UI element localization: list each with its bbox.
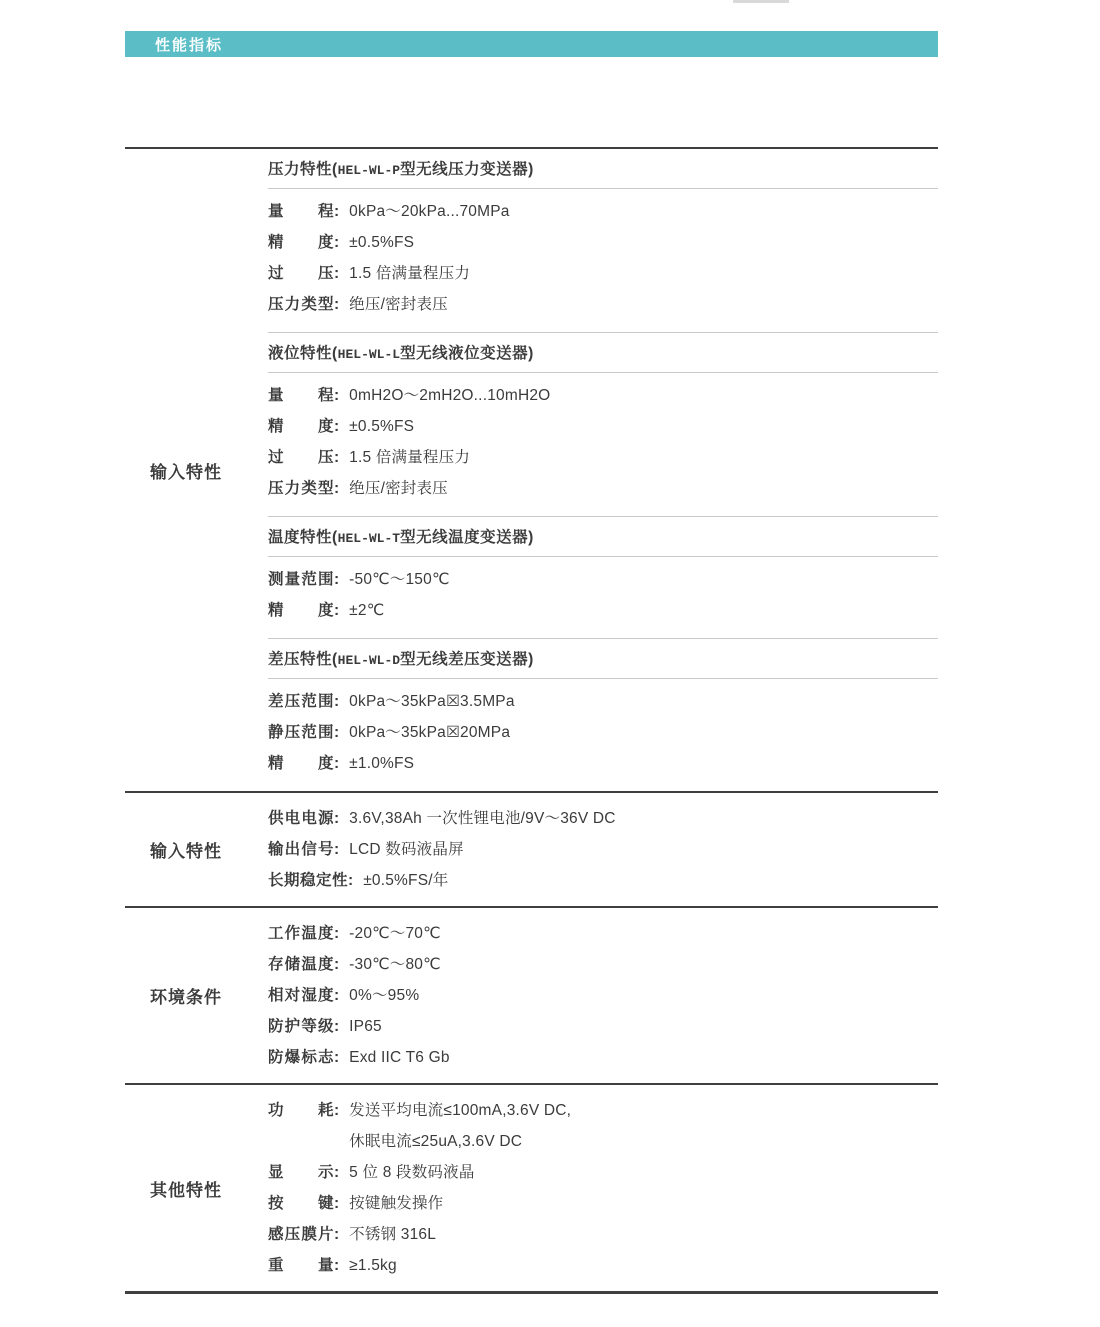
spec-table — [125, 147, 938, 1294]
section-header — [268, 333, 938, 373]
spec-label: 感压膜片 — [268, 1226, 334, 1243]
section-desc: 型无线压力变送器) — [400, 161, 534, 178]
spec-value: 3.6V,38Ah 一次性锂电池/9V～36V DC — [349, 810, 616, 827]
spec-row — [268, 1188, 938, 1219]
spec-value: ±0.5%FS — [349, 234, 415, 251]
group-label: 其他特性 — [150, 1180, 222, 1200]
spec-row — [268, 380, 938, 411]
spec-row — [268, 949, 938, 980]
spec-rows — [268, 1085, 938, 1291]
spec-section — [268, 332, 938, 516]
spec-value: ±2℃ — [349, 602, 385, 619]
spec-label: 精度 — [268, 418, 334, 435]
spec-value: 0kPa～20kPa...70MPa — [349, 203, 510, 220]
spec-colon: : — [334, 296, 340, 313]
section-title: 压力特性( — [268, 161, 338, 178]
spec-section — [268, 793, 938, 906]
section-header — [268, 639, 938, 679]
spec-colon: : — [334, 1018, 340, 1035]
spec-value: ±1.0%FS — [349, 755, 415, 772]
section-header-bar — [125, 31, 938, 57]
spec-section — [268, 638, 938, 791]
spec-colon: : — [334, 1257, 340, 1274]
group-label-cell — [125, 149, 268, 791]
spec-row — [268, 1219, 938, 1250]
spec-label: 工作温度 — [268, 925, 334, 942]
spec-row — [268, 717, 938, 748]
spec-row — [268, 564, 938, 595]
spec-value: LCD 数码液晶屏 — [349, 841, 464, 858]
spec-label: 存储温度 — [268, 956, 334, 973]
group-content — [268, 908, 938, 1083]
spec-colon: : — [334, 1195, 340, 1212]
spec-value: 不锈钢 316L — [349, 1226, 437, 1243]
group-label-cell — [125, 1085, 268, 1291]
group-content — [268, 793, 938, 906]
spec-label: 精度 — [268, 755, 334, 772]
spec-row — [268, 411, 938, 442]
spec-row — [268, 748, 938, 779]
spec-label: 压力类型 — [268, 480, 334, 497]
spec-colon: : — [334, 724, 340, 741]
spec-label: 相对湿度 — [268, 987, 334, 1004]
spec-value: 0%～95% — [349, 987, 420, 1004]
top-edge-artifact — [733, 0, 789, 3]
spec-colon: : — [334, 925, 340, 942]
spec-row — [268, 196, 938, 227]
section-title: 液位特性( — [268, 345, 338, 362]
spec-colon: : — [334, 1164, 340, 1181]
spec-row — [268, 686, 938, 717]
spec-group — [125, 791, 938, 906]
spec-label: 测量范围 — [268, 571, 334, 588]
spec-label: 静压范围 — [268, 724, 334, 741]
section-desc: 型无线差压变送器) — [400, 651, 534, 668]
spec-label: 防护等级 — [268, 1018, 334, 1035]
spec-row — [268, 918, 938, 949]
spec-rows — [268, 793, 938, 906]
spec-colon: : — [334, 234, 340, 251]
spec-value: 绝压/密封表压 — [349, 480, 448, 497]
spec-colon: : — [334, 265, 340, 282]
spec-row — [268, 258, 938, 289]
page-title: 性能指标 — [155, 36, 224, 54]
spec-colon: : — [334, 693, 340, 710]
group-content — [268, 1085, 938, 1291]
spec-colon: : — [334, 203, 340, 220]
spec-value: Exd IIC T6 Gb — [349, 1049, 450, 1066]
spec-label: 功耗 — [268, 1102, 334, 1119]
spec-value: -30℃～80℃ — [349, 956, 441, 973]
spec-value: ±0.5%FS/年 — [363, 872, 449, 889]
spec-row — [268, 227, 938, 258]
spec-label: 防爆标志 — [268, 1049, 334, 1066]
spec-colon: : — [334, 387, 340, 404]
spec-rows — [268, 189, 938, 332]
spec-colon: : — [334, 1049, 340, 1066]
spec-row — [268, 1157, 938, 1188]
section-desc: 型无线温度变送器) — [400, 529, 534, 546]
spec-row — [268, 442, 938, 473]
spec-row — [268, 980, 938, 1011]
spec-row — [268, 865, 938, 896]
spec-group — [125, 906, 938, 1083]
spec-group — [125, 1083, 938, 1291]
spec-section — [268, 149, 938, 332]
spec-value: 1.5 倍满量程压力 — [349, 265, 471, 282]
section-title: 差压特性( — [268, 651, 338, 668]
spec-colon: : — [334, 956, 340, 973]
spec-value: 5 位 8 段数码液晶 — [349, 1164, 475, 1181]
section-desc: 型无线液位变送器) — [400, 345, 534, 362]
spec-colon: : — [334, 810, 340, 827]
spec-value: 1.5 倍满量程压力 — [349, 449, 471, 466]
section-title: 温度特性( — [268, 529, 338, 546]
spec-rows — [268, 679, 938, 791]
spec-value: 绝压/密封表压 — [349, 296, 448, 313]
spec-label: 量程 — [268, 387, 334, 404]
spec-value: ±0.5%FS — [349, 418, 415, 435]
spec-label: 精度 — [268, 602, 334, 619]
spec-colon: : — [334, 480, 340, 497]
group-content — [268, 149, 938, 791]
spec-value: IP65 — [349, 1018, 382, 1035]
spec-label: 显示 — [268, 1164, 334, 1181]
group-label: 环境条件 — [150, 988, 222, 1007]
spec-value: 0kPa～35kPa☒3.5MPa — [349, 693, 515, 710]
spec-row — [268, 803, 938, 834]
model-code: HEL-WL-D — [337, 653, 401, 668]
spec-label: 过压 — [268, 449, 334, 466]
spec-label: 供电电源 — [268, 810, 334, 827]
spec-row — [268, 595, 938, 626]
spec-colon: : — [334, 418, 340, 435]
spec-label: 输出信号 — [268, 841, 334, 858]
spec-row — [268, 1126, 938, 1157]
group-label: 输入特性 — [150, 842, 222, 861]
spec-section — [268, 516, 938, 638]
spec-rows — [268, 908, 938, 1083]
spec-label: 压力类型 — [268, 296, 334, 313]
spec-section — [268, 1085, 938, 1291]
spec-colon: : — [334, 841, 340, 858]
spec-row — [268, 1011, 938, 1042]
spec-label: 按键 — [268, 1195, 334, 1212]
spec-value: 按键触发操作 — [349, 1195, 444, 1212]
spec-value: ≥1.5kg — [349, 1257, 397, 1274]
spec-label: 差压范围 — [268, 693, 334, 710]
section-header — [268, 517, 938, 557]
model-code: HEL-WL-P — [337, 163, 401, 178]
spec-rows — [268, 557, 938, 638]
spec-row — [268, 834, 938, 865]
spec-value: 0kPa～35kPa☒20MPa — [349, 724, 511, 741]
spec-row — [268, 289, 938, 320]
spec-section — [268, 908, 938, 1083]
spec-label: 精度 — [268, 234, 334, 251]
spec-label: 量程 — [268, 203, 334, 220]
spec-row — [268, 1095, 938, 1126]
spec-label: 过压 — [268, 265, 334, 282]
spec-colon: : — [334, 987, 340, 1004]
spec-rows — [268, 373, 938, 516]
spec-colon: : — [334, 571, 340, 588]
spec-value: -20℃～70℃ — [349, 925, 441, 942]
spec-row — [268, 473, 938, 504]
spec-colon: : — [334, 1226, 340, 1243]
spec-group — [125, 147, 938, 791]
spec-value: 休眠电流≤25uA,3.6V DC — [349, 1133, 523, 1150]
spec-colon: : — [334, 449, 340, 466]
group-label-cell — [125, 793, 268, 906]
group-label-cell — [125, 908, 268, 1083]
spec-value: -50℃～150℃ — [349, 571, 450, 588]
spec-row — [268, 1042, 938, 1073]
model-code: HEL-WL-L — [337, 347, 401, 362]
spec-value: 0mH2O～2mH2O...10mH2O — [349, 387, 551, 404]
group-label: 输入特性 — [150, 462, 222, 482]
spec-colon: : — [348, 872, 354, 889]
spec-colon: : — [334, 602, 340, 619]
spec-row — [268, 1250, 938, 1281]
model-code: HEL-WL-T — [337, 531, 401, 546]
spec-label: 重量 — [268, 1257, 334, 1274]
spec-label: 长期稳定性 — [268, 872, 349, 889]
spec-value: 发送平均电流≤100mA,3.6V DC, — [349, 1102, 572, 1119]
spec-colon: : — [334, 1102, 340, 1119]
section-header — [268, 149, 938, 189]
spec-colon: : — [334, 755, 340, 772]
